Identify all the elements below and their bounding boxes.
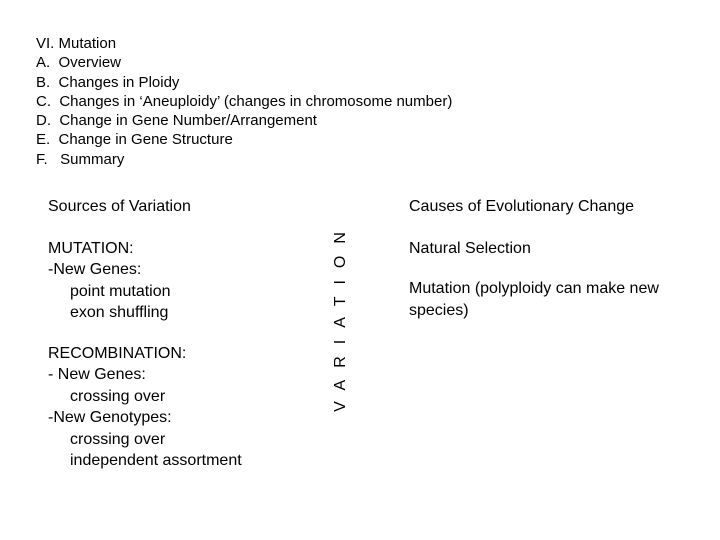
cause-natural-selection: Natural Selection xyxy=(409,239,531,257)
mutation-block xyxy=(48,238,308,324)
recombination-genes-item-crossing-over: crossing over xyxy=(70,387,166,405)
outline-item-d: D. Change in Gene Number/Arrangement xyxy=(36,112,317,130)
recombination-genotypes-item-crossing-over: crossing over xyxy=(70,430,166,448)
outline-item-a: A. Overview xyxy=(36,54,122,72)
outline-item-c: C. Changes in ‘Aneuploidy’ (changes in chromosome number) xyxy=(36,92,453,110)
causes-of-change-column xyxy=(409,196,709,340)
cause-mutation: Mutation (polyploidy can make new species) xyxy=(409,280,659,319)
sources-heading: Sources of Variation xyxy=(48,198,191,215)
outline-item-f: F. Summary xyxy=(36,150,125,168)
recombination-title: RECOMBINATION: xyxy=(48,344,187,362)
recombination-block xyxy=(48,343,308,472)
sources-of-variation-column xyxy=(48,196,308,491)
variation-label-text: VARIATION xyxy=(332,220,349,412)
slide-outline xyxy=(36,34,452,169)
recombination-new-genes-label: - New Genes: xyxy=(48,366,146,383)
mutation-title: MUTATION: xyxy=(48,239,134,257)
outline-title: VI. Mutation xyxy=(36,35,117,52)
variation-vertical-label xyxy=(327,196,355,436)
recombination-new-genotypes-label: -New Genotypes: xyxy=(48,409,172,426)
mutation-item-exon-shuffling: exon shuffling xyxy=(70,304,169,321)
outline-item-b: B. Changes in Ploidy xyxy=(36,73,180,91)
causes-heading: Causes of Evolutionary Change xyxy=(409,198,635,215)
recombination-genotypes-item-independent-assortment: independent assortment xyxy=(70,452,242,469)
outline-item-e: E. Change in Gene Structure xyxy=(36,131,233,149)
mutation-item-point-mutation: point mutation xyxy=(70,282,171,300)
mutation-new-genes-label: -New Genes: xyxy=(48,261,142,278)
